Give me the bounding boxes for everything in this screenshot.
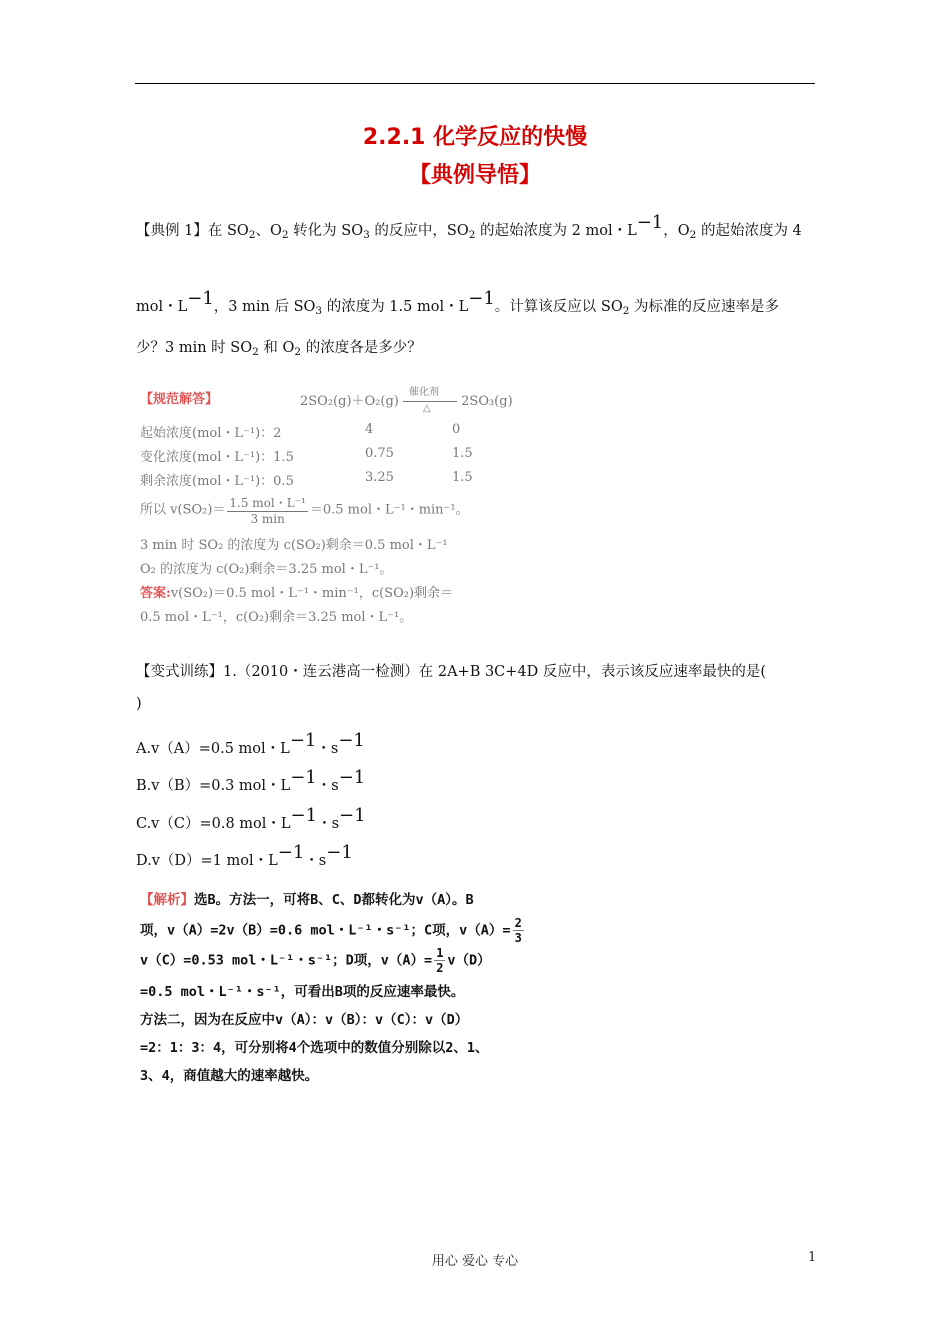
solution-answer: 答案:v(SO₂)＝0.5 mol・L⁻¹・min⁻¹，c(SO₂)剩余＝	[140, 586, 454, 601]
option-b: B.v（B）=0.3 mol・$L^{-1}$・$s^{-1}$	[136, 767, 366, 794]
reaction-equation: 2SO₂(g)＋O₂(g) 催化剂 △ 2SO₃(g)	[300, 386, 513, 414]
analysis-line-6: =2：1：3：4，可分别将4个选项中的数值分别除以2、1、	[140, 1040, 489, 1056]
example-line-3: 少？3 min 时 $SO_2$ 和 $O_2$ 的浓度各是多少？	[136, 340, 422, 358]
page-number: 1	[808, 1250, 817, 1265]
example-line-2: mol・$L^{-1}$，3 min 后 $SO_3$ 的浓度为 1.5 mol・$L^{-1}$。计算该反应以 $SO_2$ 为标准的反应速率是多	[136, 288, 780, 317]
solution-rate-formula: 所以 v(SO₂)＝ $\frac{\text{1.5 mol・L⁻¹}}{3 \min}$ ＝0.5 mol・L⁻¹・min⁻¹。	[140, 496, 469, 526]
analysis-line-4: =0.5 mol・L⁻¹・s⁻¹，可看出B项的反应速率最快。	[140, 984, 465, 1000]
solution-row-change: 变化浓度(mol・L⁻¹)：1.5 0.75 1.5	[140, 446, 473, 465]
solution-row-initial: 起始浓度(mol・L⁻¹)：2 4 0	[140, 422, 461, 441]
option-c: C.v（C）=0.8 mol・$L^{-1}$・$s^{-1}$	[136, 805, 366, 832]
solution-row-so2: 3 min 时 SO₂ 的浓度为 c(SO₂)剩余＝0.5 mol・L⁻¹	[140, 538, 448, 553]
option-a: A.v（A）=0.5 mol・$L^{-1}$・$s^{-1}$	[136, 730, 365, 757]
solution-row-o2: O₂ 的浓度为 c(O₂)剩余＝3.25 mol・L⁻¹。	[140, 562, 393, 577]
solution-answer-2: 0.5 mol・L⁻¹，c(O₂)剩余＝3.25 mol・L⁻¹。	[140, 610, 413, 625]
solution-row-remaining: 剩余浓度(mol・L⁻¹)：0.5 3.25 1.5	[140, 470, 473, 489]
solution-tag: 【规范解答】	[140, 392, 219, 407]
option-d: D.v（D）=1 mol・$L^{-1}$・$s^{-1}$	[136, 842, 353, 869]
analysis-line-1: 【解析】选B。方法一，可将B、C、D都转化为v（A）。B	[140, 892, 474, 908]
analysis-line-3: v（C）=0.53 mol・L⁻¹・s⁻¹；D项，v（A）= $\frac{1}{2}$ v（D）	[140, 946, 491, 975]
analysis-line-7: 3、4，商值越大的速率越快。	[140, 1068, 319, 1084]
footer-motto: 用心 爱心 专心	[431, 1254, 519, 1269]
section-title: 【典例导悟】	[408, 163, 541, 188]
analysis-line-5: 方法二，因为在反应中v（A）：v（B）：v（C）：v（D）	[140, 1012, 469, 1028]
page-title: 2.2.1 化学反应的快慢	[362, 125, 588, 150]
exercise-stem-end: )	[136, 696, 142, 712]
analysis-line-2: 项，v（A）=2v（B）=0.6 mol・L⁻¹・s⁻¹；C项，v（A）= $\frac{2}{3}$	[140, 916, 522, 945]
exercise-stem: 【变式训练】1.（2010・连云港高一检测）在 2A+B 3C+4D 反应中，表示该反应速率最快的是(	[136, 664, 767, 680]
example-line-1: 【典例 1】在 $SO_2$、$O_2$ 转化为 $SO_3$ 的反应中，$SO_2$ 的起始浓度为 2 mol・$L^{-1}$，$O_2$ 的起始浓度为 4	[136, 212, 802, 241]
top-rule	[135, 83, 815, 84]
